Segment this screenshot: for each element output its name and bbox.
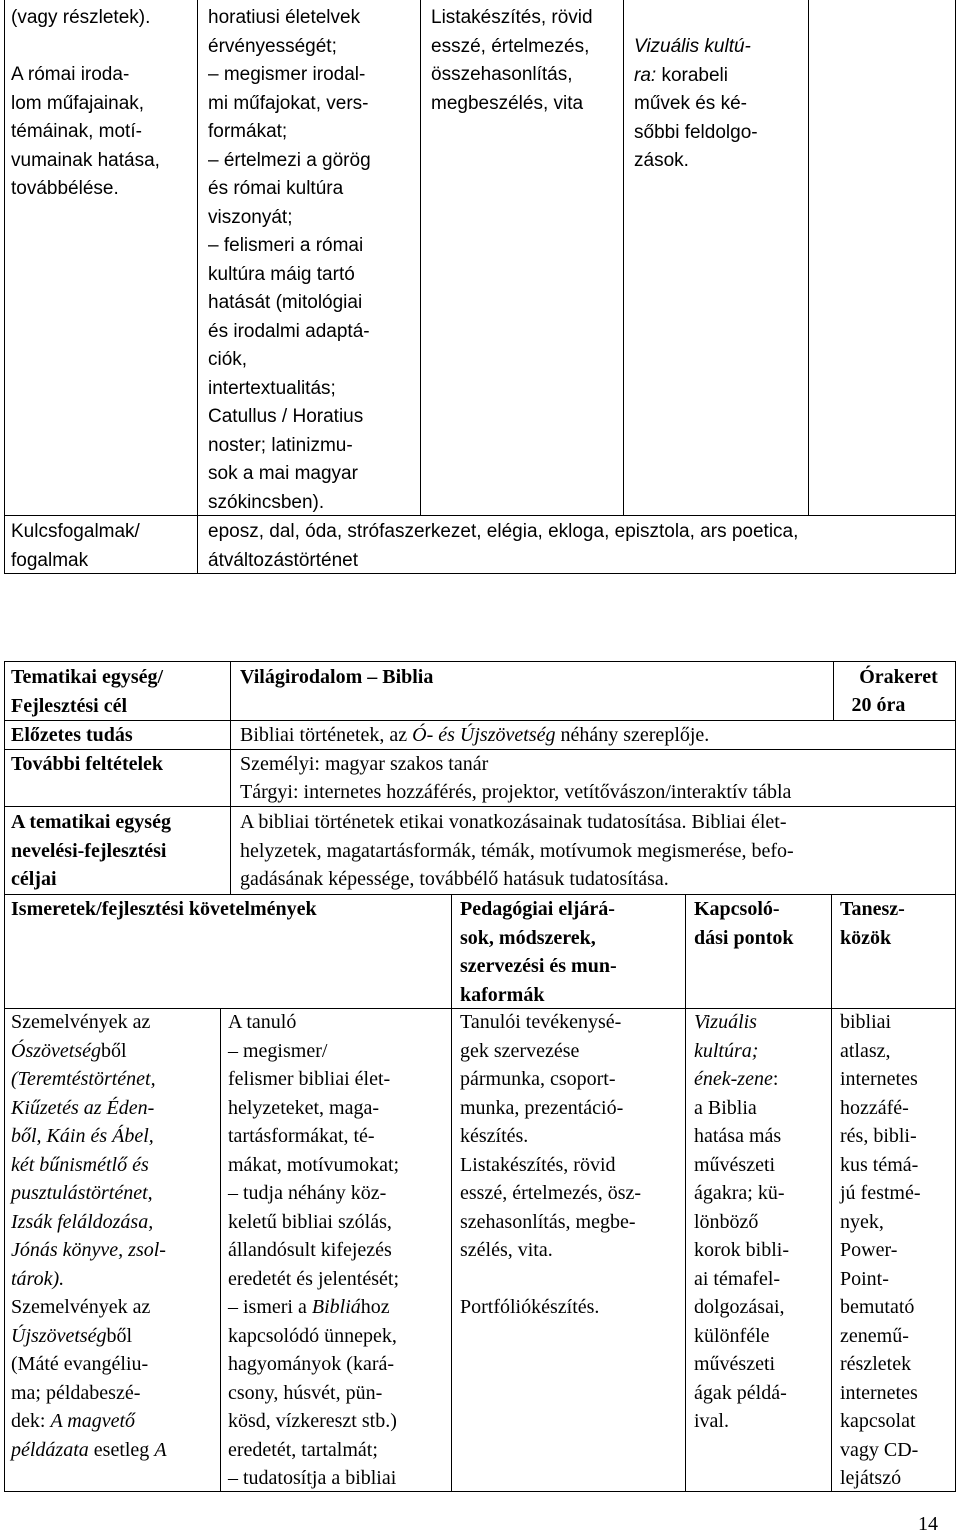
tovabbi-label: További feltételek [11, 753, 164, 775]
body-col5-taneszkozok: bibliai atlasz, internetes hozzáfé- rés, bibli- kus témá- jú festmé- nyek, Power- Point- bemutató zenemű- részletek internetes kapcsolat vagy CD- lejátszó [840, 1011, 921, 1489]
unit-title: Világirodalom – Biblia [240, 666, 434, 688]
header-ismeretek: Ismeretek/fejlesztési követelmények [11, 898, 317, 920]
body-col2-kovetelmenyek: A tanuló – megismer/ felismer bibliai élet- helyzeteket, maga- tartásformákat, té- mákat, motívumokat; – tudja néhány köz- keletű bibliai szólás, állandósult kifejezés eredetét és jelentését; – ismeri a Bibliához kapcsolódó ünnepek, hagyományok (kará- csony, húsvét, pün- kösd, vízkereszt stb.) eredetét, tartalmát; – tudatosítja a bibliai [228, 1011, 400, 1489]
body-col1-szemelvenyek: Szemelvények az Ószövetségből (Teremtéstörténet, Kiűzetés az Éden- ből, Káin és Ábel, két bűnismétlő és pusztulástörténet, Izsák feláldozása, Jónás könyve, zsol- tárok). Szemelvények az Újszövetségből (Máté evangéliu- ma; példabeszé- dek: A magvető példázata esetleg A [11, 1011, 167, 1461]
top-col1-text: (vagy részletek). A római iroda- lom műfajainak, témáinak, motí- vumainak hatása, továbbélése. [11, 7, 160, 199]
page-number: 14 [918, 1513, 938, 1535]
header-kapcsolodasi: Kapcsoló- dási pontok [694, 898, 794, 949]
header-taneszkozok: Tanesz- közök [840, 898, 905, 949]
tovabbi-text-2: Tárgyi: internetes hozzáférés, projektor, vetítővászon/interaktív tábla [240, 781, 792, 803]
tovabbi-text-1: Személyi: magyar szakos tanár [240, 753, 489, 775]
body-col3-pedagogiai: Tanulói tevékenysé- gek szervezése pármunka, csoport- munka, prezentáció- készítés. Listakészítés, rövid esszé, értelmezés, ösz- szehasonlítás, megbe- szélés, vita. Portfóliókészítés. [460, 1011, 642, 1318]
body-col4-kapcsolodasi: Vizuális kultúra; ének-zene: a Biblia hatása más művészeti ágakra; kü- lönböző korok bibli- ai témafel- dolgozásai, különféle művészeti ágak példá- ival. [694, 1011, 789, 1432]
kulcsfogalmak-label: Kulcsfogalmak/ fogalmak [11, 521, 140, 571]
elozetes-label: Előzetes tudás [11, 724, 133, 746]
header-pedagogiai: Pedagógiai eljárá- sok, módszerek, szervezési és mun- kaformák [460, 898, 617, 1006]
celjai-text: A bibliai történetek etikai vonatkozásainak tudatosítása. Bibliai élet- helyzetek, magatartásformák, témák, motívumok megismerése, befo- gadásának képessége, továbbélő hatásuk tudatosítása. [240, 811, 794, 890]
celjai-label: A tematikai egység nevelési-fejlesztési céljai [11, 811, 171, 890]
elozetes-text: Bibliai történetek, az Ó- és Újszövetség néhány szereplője. [240, 724, 710, 746]
kulcsfogalmak-text: eposz, dal, óda, strófaszerkezet, elégia, ekloga, episztola, ars poetica, átváltozástörténet [208, 521, 799, 571]
orakeret-label: Órakeret [859, 666, 938, 688]
top-col2-text: horatiusi életelvek érvényességét; – megismer irodal- mi műfajokat, vers- formákat; – értelmezi a görög és római kultúra viszonyát; – felismeri a római kultúra máig tartó hatását (mitológiai és irodalmi adaptá- ciók, intertextualitás; Catullus / Horatius noster; latinizmu- sok a mai magyar szókincsben). [208, 7, 371, 513]
top-col3-text: Listakészítés, rövid esszé, értelmezés, összehasonlítás, megbeszélés, vita [431, 7, 593, 114]
tematikai-label: Tematikai egység/ Fejlesztési cél [11, 666, 164, 717]
top-col4-text: Vizuális kultú- ra: korabeli művek és ké- sőbbi feldolgo- zások. [634, 36, 758, 171]
orakeret-value: 20 óra [851, 694, 906, 716]
